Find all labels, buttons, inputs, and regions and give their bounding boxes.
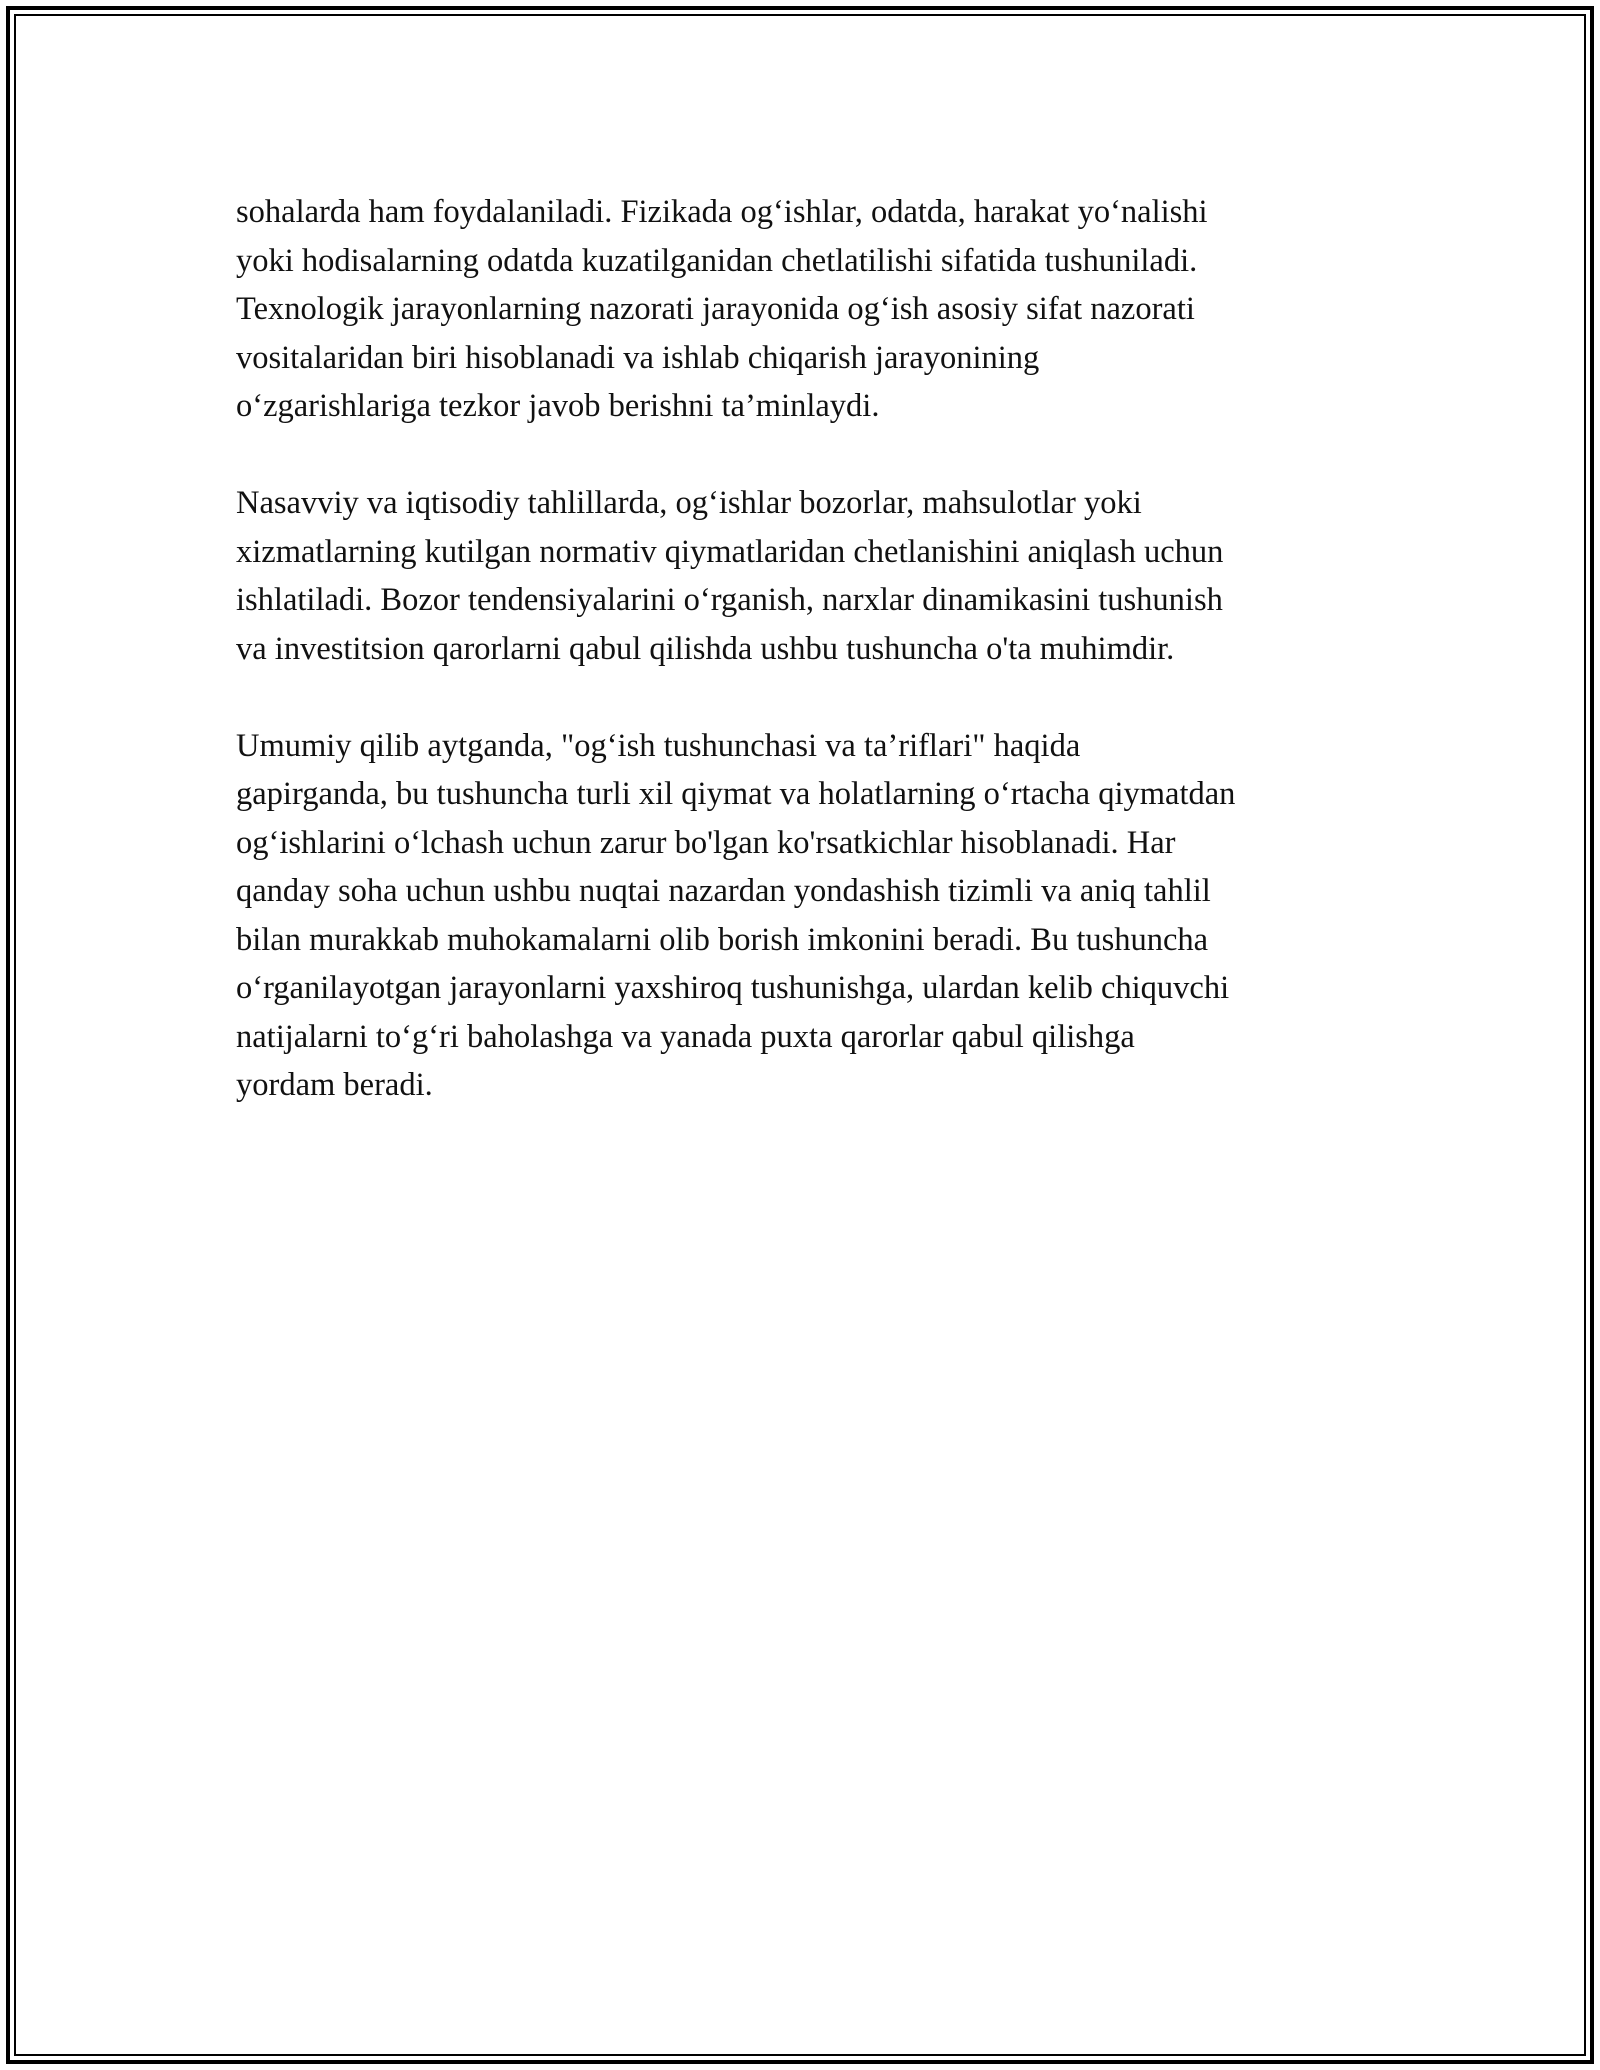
paragraph-2 [236,479,1376,673]
text-line: Nasavviy va iqtisodiy tahlillarda, og‘ishlar bozorlar, mahsulotlar yoki [236,485,1142,521]
text-line: yoki hodisalarning odatda kuzatilganidan chetlatilishi sifatida tushuniladi. [236,242,1198,279]
text-line: natijalarni to‘g‘ri baholashga va yanada puxta qarorlar qabul qilishga [236,1018,1135,1055]
paragraph-1 [236,188,1376,431]
text-line: Umumiy qilib aytganda, "og‘ish tushunchasi va ta’riflari" haqida [236,727,1081,764]
text-line: gapirganda, bu tushuncha turli xil qiymat va holatlarning o‘rtacha qiymatdan [236,776,1236,812]
document-body [236,188,1376,1158]
text-line: vositalaridan biri hisoblanadi va ishlab chiqarish jarayonining [236,339,1040,376]
text-line: bilan murakkab muhokamalarni olib borish imkonini beradi. Bu tushuncha [236,921,1209,958]
text-line: sohalarda ham foydalaniladi. Fizikada og‘ishlar, odatda, harakat yo‘nalishi [236,194,1208,230]
text-line: o‘zgarishlariga tezkor javob berishni ta’minlaydi. [236,388,880,424]
text-line: qanday soha uchun ushbu nuqtai nazardan yondashish tizimli va aniq tahlil [236,873,1211,909]
text-line: og‘ishlarini o‘lchash uchun zarur bo'lgan ko'rsatkichlar hisoblanadi. Har [236,824,1176,861]
text-line: va investitsion qarorlarni qabul qilishda ushbu tushuncha o'ta muhimdir. [236,630,1175,667]
text-line: ishlatiladi. Bozor tendensiyalarini o‘rganish, narxlar dinamikasini tushunish [236,582,1223,618]
paragraph-3 [236,722,1376,1110]
text-line: yordam beradi. [236,1067,433,1103]
text-line: o‘rganilayotgan jarayonlarni yaxshiroq tushunishga, ulardan kelib chiquvchi [236,970,1230,1006]
text-line: Texnologik jarayonlarning nazorati jarayonida og‘ish asosiy sifat nazorati [236,291,1195,327]
text-line: xizmatlarning kutilgan normativ qiymatlaridan chetlanishini aniqlash uchun [236,533,1224,570]
